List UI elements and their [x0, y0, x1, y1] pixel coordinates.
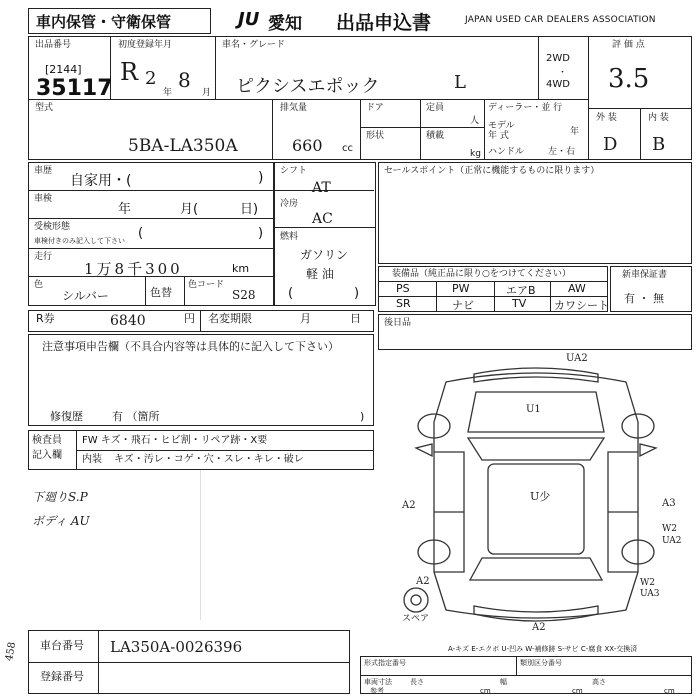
warranty-options: 有 ・ 無 — [624, 292, 664, 305]
model-value: 5BA-LA350A — [128, 136, 238, 156]
history-close: ) — [258, 170, 264, 186]
mark-left-bottom: A2 — [416, 576, 430, 587]
region-name: 愛知 — [268, 14, 302, 34]
lot-sub-number: [2144] — [45, 63, 82, 76]
rating-score: 3.5 — [608, 64, 650, 94]
acceptance-close: ) — [258, 226, 264, 241]
model-label: 型式 — [35, 103, 54, 113]
transfer-label: 名変期限 — [208, 312, 252, 325]
reg-number-label: 登録番号 — [40, 670, 84, 683]
mark-right-rear-ua: UA2 — [662, 536, 682, 546]
chassis-value: LA350A-0026396 — [110, 638, 243, 656]
lot-label: 出品番号 — [35, 40, 72, 50]
registration-era: R — [120, 58, 139, 86]
mark-right-bottom-w: W2 — [640, 578, 655, 588]
car-name: ピクシスエポック — [236, 76, 380, 97]
inspection-month-unit: 月( — [180, 202, 199, 217]
width-label: 幅 — [500, 678, 507, 686]
acceptance-note: 車検付きのみ記入して下さい — [34, 237, 125, 245]
fuel-label: 燃料 — [280, 232, 299, 242]
mileage-unit: km — [232, 262, 250, 275]
sales-point-box — [378, 162, 692, 264]
aircon-value: AC — [312, 211, 333, 227]
fuel-close: ) — [354, 286, 360, 301]
inspector-note-1: 下廻りS.P — [32, 490, 88, 504]
capacity-label: 定員 — [426, 103, 445, 113]
equip-aw: AW — [568, 282, 586, 295]
handle-label: ハンドル — [488, 147, 525, 157]
windshield — [468, 438, 604, 460]
recycle-box — [28, 310, 374, 332]
dealer-model-label: モデル — [488, 121, 515, 131]
recycle-value: 6840 — [110, 313, 146, 329]
margin-note: 458 — [4, 641, 19, 662]
shape-label: 形状 — [366, 131, 385, 141]
exterior-grade: D — [603, 134, 618, 155]
history-label: 車歴 — [34, 166, 53, 176]
width-unit: cm — [572, 687, 583, 695]
notice-label: 注意事項申告欄（不具合内容等は具体的に記入して下さい） — [42, 340, 339, 353]
roof — [488, 464, 584, 554]
inspection-label: 車検 — [34, 194, 53, 204]
registration-year: 2 — [145, 68, 157, 89]
year-unit: 年 — [163, 88, 173, 98]
chassis-label: 車台番号 — [40, 639, 84, 652]
inspector-row-2: キズ・汚レ・コゲ・穴・スレ・キレ・破レ — [114, 454, 304, 465]
mark-hood: U1 — [526, 404, 541, 415]
exterior-label: 外 装 — [596, 113, 617, 123]
equip-sr: SR — [396, 297, 411, 310]
inspector-note-2: ボディ AU — [32, 514, 90, 528]
drive-sep: ・ — [558, 68, 568, 78]
association-name: JAPAN USED CAR DEALERS ASSOCIATION — [465, 15, 656, 25]
equip-leather-seat: カワシート — [554, 299, 609, 312]
inspector-label-2: 記入欄 — [32, 450, 62, 461]
mark-right-bottom-ua: UA3 — [640, 589, 660, 599]
equipment-label: 装備品（純正品に限り○をつけてください） — [392, 269, 571, 279]
drive-4wd: 4WD — [546, 79, 570, 90]
length-unit: cm — [480, 687, 491, 695]
mark-left-front: A2 — [402, 500, 416, 511]
repair-label: 修復歴 — [50, 410, 83, 423]
damage-legend: A-キズ E-エクボ U-凹み W-補修跡 S-サビ C-腐食 XX-交換済 — [448, 645, 638, 653]
mileage-value: 1万8千300 — [84, 260, 183, 278]
height-unit: cm — [664, 687, 675, 695]
car-grade: L — [454, 72, 466, 93]
month-unit: 月 — [202, 88, 212, 98]
name-grade-label: 車名・グレード — [222, 40, 286, 50]
recycle-label: R券 — [36, 312, 55, 325]
mark-right-rear-w: W2 — [662, 524, 677, 534]
inspector-row-2-label: 内装 — [82, 454, 102, 465]
displacement-unit: cc — [342, 143, 353, 154]
recycle-unit: 円 — [184, 312, 195, 325]
inspection-year-unit: 年 — [118, 202, 132, 217]
transfer-day-unit: 日 — [350, 312, 361, 325]
registration-month: 8 — [178, 68, 191, 92]
sales-point-label: セールスポイント（正常に機能するものに限ります） — [384, 166, 600, 176]
equip-pw: PW — [452, 282, 470, 295]
color-change-label: 色替 — [150, 286, 172, 299]
spare-label: スペア — [402, 614, 430, 624]
rating-label: 評 価 点 — [612, 40, 645, 50]
equip-ps: PS — [396, 282, 410, 295]
rear-window — [470, 558, 602, 580]
interior-label: 内 装 — [648, 113, 669, 123]
mark-bottom: A2 — [532, 622, 546, 633]
equip-tv: TV — [512, 297, 527, 310]
dealer-year-label: 年 式 — [488, 131, 509, 141]
class-number-label: 類別区分番号 — [520, 659, 562, 667]
registration-label: 初度登録年月 — [118, 40, 173, 50]
fuel-other: 軽 油 — [306, 267, 334, 281]
dealer-label: ディーラー・並 行 — [488, 103, 563, 113]
shift-label: シフト — [280, 166, 308, 176]
warranty-label: 新車保証書 — [622, 270, 668, 280]
fuel-open: ( — [288, 286, 294, 301]
acceptance-open: ( — [138, 226, 144, 241]
shift-value: AT — [312, 180, 331, 196]
post-date-box — [378, 314, 692, 350]
shape-number-label: 形式指定番号 — [364, 659, 406, 667]
color-label: 色 — [34, 280, 44, 290]
color-code-label: 色コード — [188, 280, 225, 290]
fuel-value: ガソリン — [300, 248, 349, 262]
mark-roof: U少 — [530, 490, 551, 503]
displacement-value: 660 — [292, 136, 323, 155]
color-value: シルバー — [62, 289, 109, 303]
doors-label: ドア — [366, 103, 384, 113]
load-unit: kg — [470, 149, 481, 159]
post-date-label: 後日品 — [384, 318, 412, 328]
aircon-label: 冷房 — [280, 199, 299, 209]
inspector-row-1: FW キズ・飛石・ヒビ割・リペア跡・X要 — [82, 435, 268, 446]
handle-value: 左・右 — [548, 147, 576, 157]
height-label: 高さ — [592, 678, 606, 686]
rear-bumper — [474, 606, 598, 621]
ju-logo: JU — [238, 9, 260, 30]
length-label: 長さ — [410, 678, 424, 686]
lot-number: 35117 — [36, 76, 113, 101]
page-title: 出品申込書 — [336, 12, 432, 34]
displacement-label: 排気量 — [280, 103, 308, 113]
transfer-month-unit: 月 — [300, 312, 311, 325]
spare-tire — [404, 588, 428, 612]
history-block — [28, 162, 274, 306]
interior-grade: B — [652, 134, 666, 155]
history-value: 自家用・( — [70, 173, 132, 189]
equip-airbag: エアB — [506, 284, 536, 297]
color-code: S28 — [232, 288, 256, 302]
ref-label: 参考 — [370, 687, 384, 695]
acceptance-label: 受検形態 — [34, 222, 71, 232]
dealer-year-unit: 年 — [570, 127, 580, 137]
repair-close: ) — [360, 410, 365, 423]
load-label: 積載 — [426, 131, 445, 141]
mark-right-mid: A3 — [662, 498, 676, 509]
capacity-unit: 人 — [470, 116, 480, 126]
inspection-day-unit: 日) — [240, 202, 259, 217]
mirror-right — [640, 444, 656, 456]
mileage-label: 走行 — [34, 252, 53, 262]
drive-2wd: 2WD — [546, 53, 570, 64]
inspector-label-1: 検査員 — [32, 435, 62, 446]
mirror-left — [416, 444, 432, 456]
repair-value: 有 （箇所 — [112, 410, 160, 423]
equip-navi: ナビ — [452, 299, 474, 312]
mark-top: UA2 — [566, 353, 588, 364]
doc-type: 車内保管・守衛保管 — [36, 13, 172, 31]
size-label: 車両寸法 — [364, 678, 392, 686]
